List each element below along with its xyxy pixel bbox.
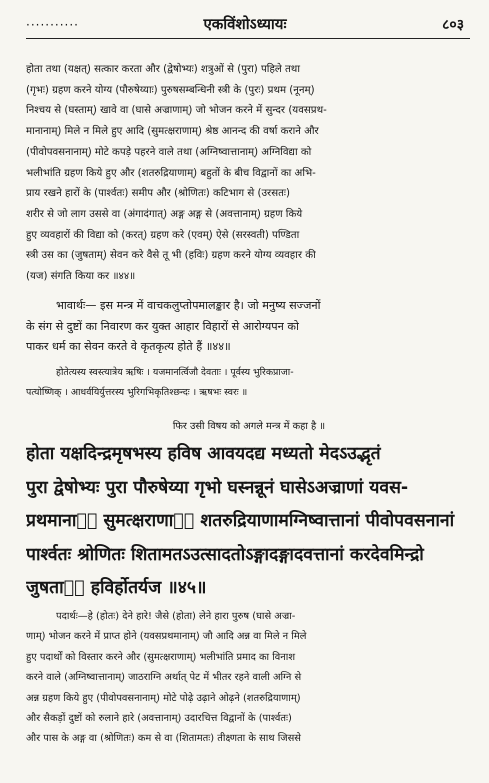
mantra-line: पार्श्वतः श्रोणितः शितामतऽउत्सादतोऽङ्गादङ्गादवत्तानां करदेवमिन्द्रो xyxy=(26,544,424,565)
header-rule xyxy=(26,38,470,39)
padartha-line: अन्न ग्रहण किये हुए (पीवोपवसनानाम्) मोटे पोढ़े उढ़ाने ओढ़ने (शतरुद्रियाणाम्) xyxy=(26,692,301,704)
padartha-paragraph xyxy=(26,607,472,750)
padartha-line: और सैकड़ों दुष्टों को रुलाने हारे (अवत्तानाम्) उदारचित्त विद्वानों के (पार्श्वतः) xyxy=(26,713,292,725)
mantra-intro xyxy=(26,417,472,437)
bhavartha-line: के संग से दुष्टों का निवारण कर युक्त आहार विहारों से आरोग्यपन को xyxy=(26,319,299,333)
intro-line: फिर उसी विषय को अगले मन्त्र में कहा है ॥ xyxy=(172,421,326,432)
mantra-verse xyxy=(26,438,472,606)
rishi-line: पत्योष्णिक् । आधर्वयिर्युत्तरस्य भुरिगभिकृतिश्छन्दः । ऋषभः स्वरः ॥ xyxy=(26,387,248,398)
commentary-line: (गृभः) ग्रहण करने योग्य (पौरुषेय्याः) पुरुषसम्बन्धिनी स्त्री के (पुरः) प्रथम (नूनम्) xyxy=(26,84,315,96)
commentary-line: प्राय रखने हारों के (पार्श्वतः) समीप और (श्रोणितः) कटिभाग से (उरसतः) xyxy=(26,188,290,200)
commentary-line: होता तथा (यक्षत्) सत्कार करता और (द्वेषोभ्यः) शत्रुओं से (पुरा) पहिले तथा xyxy=(26,64,300,75)
chapter-title: एकविंशोऽध्यायः xyxy=(203,15,287,33)
padartha-line: पदार्थः—हे (होतः) देने हारे! जैसे (होता) लेने हारा पुरुष (घासे अज्रा- xyxy=(56,611,296,622)
commentary-line: भलीभांति ग्रहण किये हुए और (शतरुद्रियाणाम्) बहुतों के बीच विद्वानों का अभि- xyxy=(26,167,316,179)
padartha-line: हुए पदार्थों को विस्तार करने और (सुमत्क्षराणाम्) भलीभांति प्रमाद का विनाश xyxy=(26,651,296,663)
commentary-line: मानानाम्) मिले न मिले हुए आदि (सुमत्क्षराणाम्) श्रेष्ठ आनन्द की वर्षा कराने और xyxy=(26,126,319,138)
commentary-line: शरीर से जो लाग उससे वा (अंगादंगात्) अङ्ग अङ्ग से (अवत्तानाम्) ग्रहण किये xyxy=(26,208,303,220)
commentary-line: (पीवोपवसनानाम्) मोटे कपड़े पहरने वाले तथा (अग्निष्वात्तानाम्) अग्निविद्या को xyxy=(26,146,312,158)
rishi-line: होतेत्यस्य स्वस्त्यात्रेय ऋषिः । यजमानर्त्विजौ देवताः । पूर्वस्य भुरिकप्राजा- xyxy=(56,367,294,378)
commentary-paragraph xyxy=(26,60,472,288)
padartha-line: और पास के अङ्ग वा (श्रोणितः) कम से वा (शितामतः) तीक्ष्णता के साथ जिससे xyxy=(26,733,301,745)
mantra-line: प्रथमानाᳬं सुमत्क्षराणाᳬं शतरुद्रियाणामग्निष्वात्तानां पीवोपवसनानां xyxy=(26,511,455,531)
commentary-line: (यज) संगति किया कर ॥४४॥ xyxy=(26,271,136,283)
mantra-line: होता यक्षदिन्द्रमृषभस्य हविष आवयदद्य मध्यतो मेदऽउद्भृतं xyxy=(26,444,381,464)
page-number: ८०३ xyxy=(442,17,464,33)
bhavartha-line: भावार्थः— इस मन्त्र में वाचकलुप्तोपमालङ्कार है। जो मनुष्य सज्जनों xyxy=(56,299,321,312)
rishi-devata-note xyxy=(26,363,472,403)
mantra-line: पुरा द्वेषोभ्यः पुरा पौरुषेय्या गृभो घस्नन्नूनं घासेऽअज्राणां यवस- xyxy=(26,477,409,498)
commentary-line: निश्चय से (घस्ताम्) खावे वा (घासे अज्राणाम्) जो भोजन करने में सुन्दर (यवसप्रथ- xyxy=(26,105,327,117)
padartha-line: णाम्) भोजन करने में प्राप्त होने (यवसप्रथमानाम्) जौ आदि अन्न वा मिले न मिले xyxy=(26,631,307,643)
mantra-line: जुषताᳬं हविर्होतर्यज ॥४५॥ xyxy=(26,578,207,598)
commentary-line: स्त्री उस का (जुषताम्) सेवन करे वैसे तू भी (हविः) ग्रहण करने योग्य व्यवहार की xyxy=(26,250,316,262)
header-left-marks: ··········· xyxy=(26,18,79,32)
padartha-line: करने वाले (अग्निष्वात्तानाम्) जाठराग्नि अर्थात् पेट में भीतर रहने वाली अग्नि से xyxy=(26,672,302,684)
bhavartha-paragraph xyxy=(26,296,472,358)
bhavartha-line: पाकर धर्म का सेवन करते वे कृतकृत्य होते हैं ॥४४॥ xyxy=(26,340,231,353)
page-header xyxy=(26,12,464,38)
commentary-line: हुए व्यवहारों की विद्या को (करत्) ग्रहण करे (एवम्) ऐसे (सरस्वती) पण्डिता xyxy=(26,229,300,241)
